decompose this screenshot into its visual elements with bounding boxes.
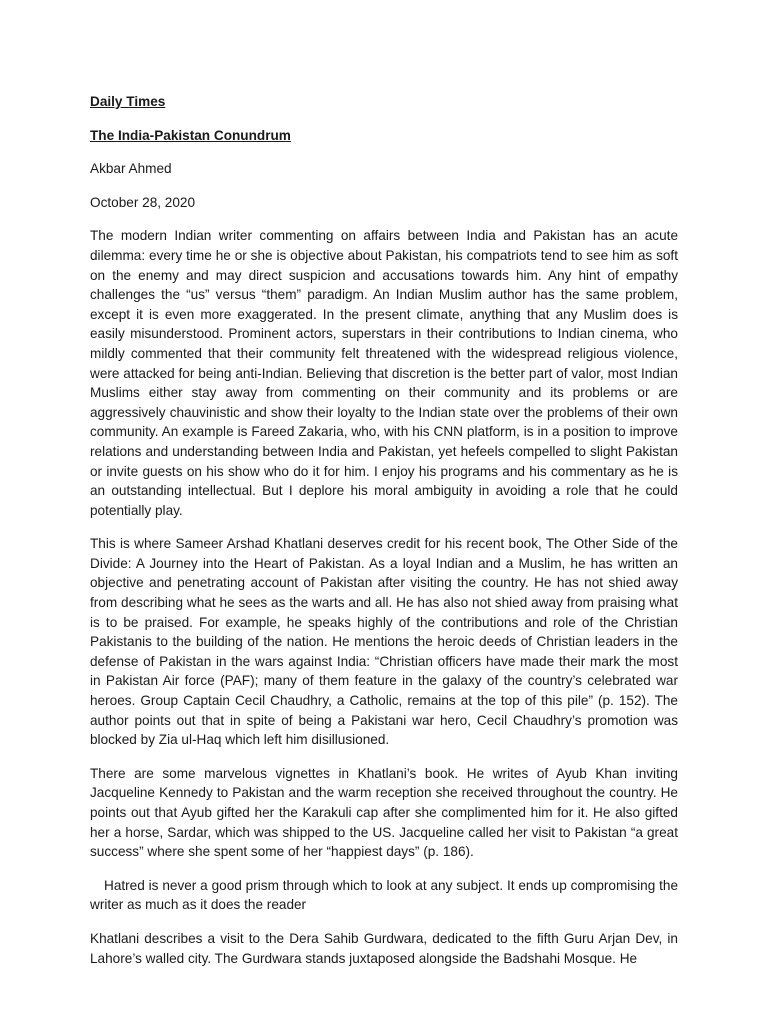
paragraph-5: Khatlani describes a visit to the Dera Sahib Gurdwara, dedicated to the fifth Guru Arjan Dev, in Lahore’s walled city. The Gurdwara stands juxtaposed alongside the Badshahi Mosque. He [90,930,678,966]
paragraph-3: There are some marvelous vignettes in Khatlani’s book. He writes of Ayub Khan inviting Jacqueline Kennedy to Pakistan and the warm reception she received throughout the country. He points out that Ayub gifted her the Karakuli cap after she complimented him for it. He also gifted her a horse, Sardar, which was shipped to the US. Jacqueline called her visit to Pakistan “a great success” where she spent some of her “happiest days” (p. 186). [90,765,678,860]
paragraph-1: The modern Indian writer commenting on affairs between India and Pakistan has an acute dilemma: every time he or she is objective about Pakistan, his compatriots tend to see him as soft on the enemy and may direct suspicion and accusations towards him. Any hint of empathy challenges the “us” versus “them” paradigm. An Indian Muslim author has the same problem, except it is even more exaggerated. In the present climate, anything that any Muslim does is easily misunderstood. Prominent actors, superstars in their contributions to Indian cinema, who mildly commented that their community felt threatened with the widespread religious violence, were attacked for being anti-Indian. Believing that discretion is the better part of valor, most Indian Muslims either stay away from commenting on their community and its problems or are aggressively chauvinistic and show their loyalty to the Indian state over the problems of their own community. An example is Fareed Zakaria, who, with his CNN platform, is in a position to improve relations and understanding between India and Pakistan, yet hefeels compelled to slight Pakistan or invite guests on his show who do it for him. I enjoy his programs and his commentary as he is an outstanding intellectual. But I deplore his moral ambiguity in avoiding a role that he could potentially play. [90,228,678,518]
article-title: The India-Pakistan Conundrum [90,127,291,143]
publication-name: Daily Times [90,94,166,109]
publication-date: October 28, 2020 [90,194,196,210]
paragraph-2: This is where Sameer Arshad Khatlani deserves credit for his recent book, The Other Side of the Divide: A Journey into the Heart of Pakistan. As a loyal Indian and a Muslim, he has written an objective and penetrating account of Pakistan after visiting the country. He has not shied away from describing what he sees as the warts and all. He has also not shied away from praising what is to be praised. For example, he speaks highly of the contributions and role of the Christian Pakistanis to the building of the nation. He mentions the heroic deeds of Christian leaders in the defense of Pakistan in the wars against India: “Christian officers have made their mark the most in Pakistan Air force (PAF); many of them feature in the galaxy of the country’s celebrated war heroes. Group Captain Cecil Chaudhry, a Catholic, remains at the top of this pile” (p. 152). The author points out that in spite of being a Pakistani war hero, Cecil Chaudhry’s promotion was blocked by Zia ul-Haq which left him disillusioned. [90,536,678,748]
pull-quote: Hatred is never a good prism through which to look at any subject. It ends up compromising the writer as much as it does the reader [90,877,678,913]
article-body [90,92,678,982]
author-name: Akbar Ahmed [90,161,172,177]
